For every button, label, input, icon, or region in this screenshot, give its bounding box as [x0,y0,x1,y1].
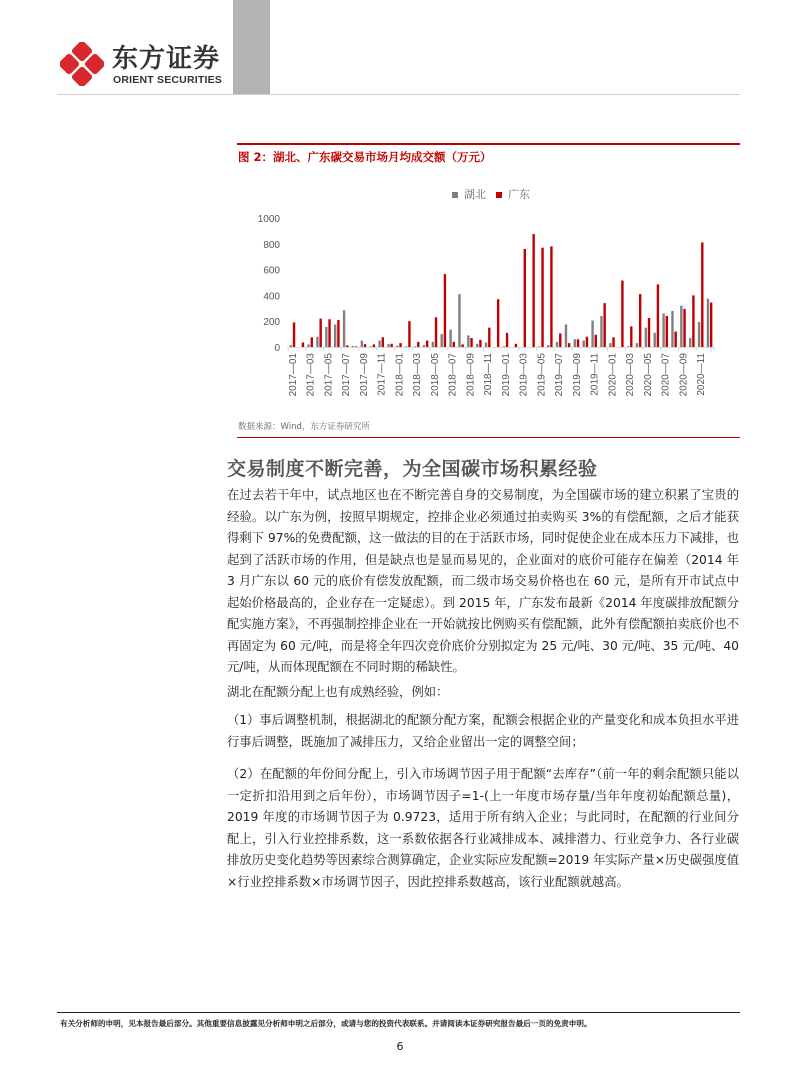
bar-hubei [538,346,540,347]
bar-guangdong [621,281,623,347]
x-tick-label: 2019—01 [500,353,512,397]
footer-disclaimer: 有关分析师的申明，见本报告最后部分。其他重要信息披露见分析师申明之后部分，或请与您的投资代表联系。并请阅读本证券研究报告最后一页的免责申明。 [60,1019,592,1028]
x-tick-label: 2020—07 [660,353,672,397]
bar-hubei [645,328,647,347]
bar-guangdong [435,317,437,347]
figure-top-rule [237,143,740,145]
bar-hubei [476,344,478,347]
bar-guangdong [648,318,650,347]
x-tick-label: 2019—07 [554,353,566,397]
bar-hubei [485,342,487,347]
bar-guangdong [559,333,561,347]
bar-guangdong [364,344,366,347]
bar-hubei [662,313,664,347]
bar-hubei [290,345,292,347]
x-tick-label: 2018—07 [447,353,459,397]
header-divider [57,94,740,95]
paragraph-guangdong: 在过去若干年中，试点地区也在不断完善自身的交易制度，为全国碳市场的建立积累了宝贵的经验。以广东为例，按照早期规定，控排企业必须通过拍卖购买 3%的有偿配额，之后才能获得剩下 97%的免费配额，这一做法的目的在于活跃市场，同时促使企业在成本压力下减排，也起到了活跃市场的作用，但是缺点也是显而易见的，企业面对的底价可能存在偏差（2014 年 3 月广东以 60 元的底价有偿发放配额，而二级市场交易价格也在 60 元，是所有开市试点中起始价格最高的，企业存在一定疑虑）。到 2015 年，广东发布最新《2014 年度碳排放配额分配实施方案》，不再强制控排企业在一开始就按比例购买有偿配额，此外有偿配额拍卖底价也不再固定为 60 元/吨，而是将全年四次竞价底价分别拟定为 25 元/吨、30 元/吨、35 元/吨、40 元/吨，从而体现配额在不同时期的稀缺性。 [227,488,739,674]
y-tick-label: 800 [263,239,280,251]
x-tick-label: 2020—01 [607,353,619,397]
bar-chart [240,205,720,417]
bar-hubei [671,311,673,347]
paragraph-hubei-item-1: （1）事后调整机制，根据湖北的配额分配方案，配额会根据企业的产量变化和成本负担水平进行事后调整，既施加了减排压力，又给企业留出一定的调整空间； [227,713,739,749]
bar-guangdong [408,321,410,347]
bar-guangdong [515,344,517,347]
bar-guangdong [382,337,384,347]
x-tick-label: 2020—05 [642,353,654,397]
bar-hubei [680,306,682,347]
x-tick-label: 2020—09 [678,353,690,397]
x-tick-label: 2020—11 [696,353,708,396]
x-tick-label: 2017—03 [305,353,317,397]
bar-hubei [698,322,700,347]
bar-hubei [334,324,336,347]
section-heading: 交易制度不断完善，为全国碳市场积累经验 [227,458,598,480]
bar-hubei [689,338,691,347]
bar-hubei [441,334,443,347]
footer-divider [57,1012,740,1013]
bar-hubei [503,346,505,347]
bar-hubei [361,341,363,347]
bar-guangdong [488,328,490,347]
bar-guangdong [524,249,526,347]
logo-chinese-name: 东方证券 [112,44,221,74]
bar-guangdong [390,344,392,347]
x-tick-label: 2018—09 [465,353,477,397]
bar-guangdong [426,341,428,347]
bar-hubei [343,310,345,347]
bar-guangdong [497,299,499,347]
x-tick-label: 2019—03 [518,353,530,397]
bar-hubei [458,294,460,347]
bar-hubei [707,299,709,347]
bar-hubei [325,327,327,347]
bar-hubei [387,344,389,347]
y-tick-label: 0 [274,343,280,354]
bar-guangdong [710,302,712,347]
bar-hubei [316,337,318,347]
bar-guangdong [417,342,419,347]
bar-hubei [432,342,434,347]
x-tick-label: 2018—01 [394,353,406,397]
legend-swatch-hubei [452,192,458,198]
x-tick-label: 2018—03 [412,353,424,397]
y-tick-label: 1000 [257,214,280,225]
bar-guangdong [506,333,508,347]
x-tick-label: 2017—01 [287,353,299,397]
bar-hubei [627,346,629,347]
bar-guangdong [639,294,641,347]
bar-guangdong [453,342,455,347]
figure-bottom-rule [237,437,740,438]
bar-guangdong [444,274,446,347]
bar-guangdong [630,326,632,347]
paragraph-hubei-item-2: （2）在配额的年份间分配上，引入市场调节因子用于配额“去库存”（前一年的剩余配额只能以一定折扣沿用到之后年份），市场调节因子=1-(上一年度市场存量/当年年度初始配额总量)，2019 年度的市场调节因子为 0.9723，适用于所有纳入企业；与此同时，在配额的行业间分配上，引入行业控排系数，这一系数依据各行业减排成本、减排潜力、行业竞争力、各行业碳排放历史变化趋势等因素综合测算确定，企业实际应发配额=2019 年实际产量×历史碳强度值×行业控排系数×市场调节因子，因此控排系数越高，该行业配额就越高。 [227,767,739,889]
x-tick-label: 2019—11 [589,353,601,396]
legend-label-hubei: 湖北 [464,188,486,201]
bar-guangdong [666,316,668,347]
x-tick-label: 2017—05 [323,353,335,397]
y-tick-label: 200 [263,317,280,329]
bar-guangdong [577,339,579,347]
bar-guangdong [461,344,463,347]
bar-hubei [467,335,469,347]
bar-hubei [405,346,407,347]
x-tick-label: 2017—07 [341,353,353,397]
bar-hubei [583,341,585,347]
orient-logo-icon [60,42,104,86]
bar-hubei [396,346,398,347]
bar-hubei [556,342,558,347]
bar-guangdong [355,346,357,347]
bar-hubei [654,333,656,347]
x-tick-label: 2018—05 [429,353,441,397]
bar-guangdong [541,248,543,347]
bar-hubei [565,324,567,347]
bar-guangdong [399,343,401,347]
bar-hubei [414,346,416,347]
x-tick-label: 2017—11 [376,353,388,396]
bar-guangdong [674,332,676,347]
y-tick-label: 600 [263,265,280,277]
chart-legend [452,188,530,202]
bar-guangdong [550,246,552,347]
bar-hubei [600,316,602,347]
bar-guangdong [346,345,348,347]
logo-english-name: ORIENT SECURITIES [113,74,222,86]
bar-hubei [574,339,576,347]
bar-guangdong [612,337,614,347]
bar-hubei [370,346,372,347]
bar-hubei [609,343,611,347]
bar-guangdong [657,284,659,347]
x-tick-label: 2017—09 [358,353,370,397]
figure-title: 图 2：湖北、广东碳交易市场月均成交额（万元） [238,150,492,164]
bar-hubei [449,330,451,347]
bar-guangdong [319,319,321,347]
bar-guangdong [328,319,330,347]
bar-guangdong [373,344,375,347]
x-tick-label: 2018—11 [483,353,495,396]
x-tick-label: 2019—09 [571,353,583,397]
bar-guangdong [532,234,534,347]
bar-guangdong [586,337,588,347]
bar-hubei [636,343,638,347]
legend-label-guangdong: 广东 [508,188,530,201]
bar-guangdong [568,343,570,347]
bar-hubei [352,346,354,347]
bar-guangdong [311,337,313,347]
bar-guangdong [683,309,685,347]
figure-source: 数据来源：Wind，东方证券研究所 [238,422,370,432]
bar-guangdong [470,338,472,347]
bar-guangdong [595,335,597,347]
bar-hubei [423,345,425,347]
bar-guangdong [479,340,481,347]
x-tick-label: 2020—03 [625,353,637,397]
header-accent-bar [233,0,270,94]
bar-hubei [591,321,593,347]
bar-guangdong [603,303,605,347]
page-number: 6 [396,1040,404,1053]
x-tick-label: 2019—05 [536,353,548,397]
bar-guangdong [701,243,703,347]
bar-guangdong [293,322,295,347]
bar-guangdong [337,320,339,347]
bar-guangdong [302,342,304,347]
bar-hubei [378,341,380,347]
bar-guangdong [692,295,694,347]
y-tick-label: 400 [263,291,280,303]
legend-swatch-guangdong [496,192,502,198]
paragraph-hubei-intro: 湖北在配额分配上也有成熟经验，例如： [227,685,449,699]
bar-hubei [307,344,309,347]
bar-hubei [547,345,549,347]
